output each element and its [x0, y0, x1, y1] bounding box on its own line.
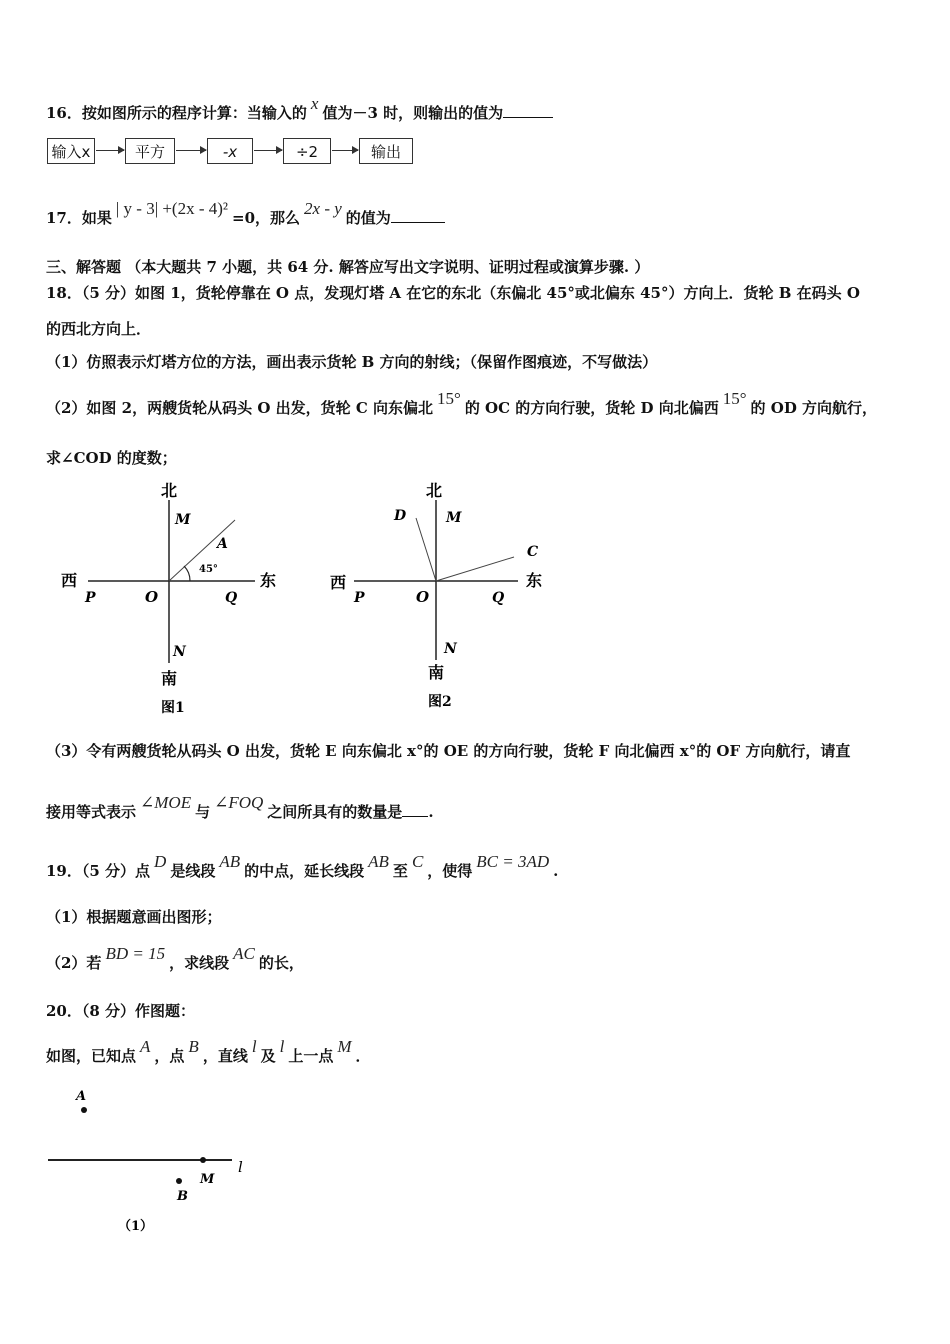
- q19-lead: 19．（5 分）点: [46, 862, 151, 880]
- fig1-label-p: P: [85, 590, 96, 606]
- q16-lead: 16．按如图所示的程序计算：当输入的: [46, 104, 307, 122]
- q16-answer-blank: [503, 116, 553, 118]
- q20-fig-label-b: B: [177, 1189, 188, 1204]
- q17-mid: =0，那么: [232, 209, 301, 227]
- fig2-label-q: Q: [492, 590, 505, 606]
- fig2-label-west: 西: [330, 573, 347, 592]
- q20-t2: ，点: [154, 1047, 185, 1065]
- figure-2: [320, 478, 560, 718]
- q20-fig-point-b: [176, 1178, 182, 1184]
- q18-deg-15-a: 15°: [437, 389, 461, 408]
- fig2-ray-od: [416, 518, 436, 581]
- q19-end: .: [553, 862, 559, 880]
- section-3-heading: 三、解答题 （本大题共 7 小题，共 64 分. 解答应写出文字说明、证明过程或演算步骤. ）: [46, 258, 650, 276]
- q20-line-l-2: l: [279, 1037, 285, 1056]
- q19-point-d: D: [154, 852, 167, 871]
- fig2-label-south: 南: [428, 663, 445, 682]
- flow-box-square: 平方: [125, 138, 175, 164]
- q20-fig-label-m: M: [200, 1172, 215, 1187]
- fig2-label-p: P: [354, 590, 365, 606]
- q20-end: ．: [355, 1047, 371, 1065]
- q18-answer-blank: [402, 815, 428, 817]
- q20-fig-label-l: l: [238, 1158, 243, 1176]
- q20-line-l: l: [251, 1037, 257, 1056]
- fig1-angle-arc: [184, 566, 190, 581]
- q19-t3: 至: [392, 862, 408, 880]
- q19-bd-value: BD = 15: [105, 944, 166, 963]
- fig2-label-o: O: [416, 588, 430, 606]
- q18-p3-end: .: [428, 803, 434, 821]
- q17-text: [46, 199, 445, 228]
- q20-point-m: M: [337, 1037, 352, 1056]
- flow-box-divide-2: ÷2: [283, 138, 331, 164]
- q18-part-1: （1）仿照表示灯塔方位的方法，画出表示货轮 B 方向的射线；（保留作图痕迹，不写做法）: [46, 353, 658, 371]
- q19-segment-ab: AB: [219, 852, 241, 871]
- q19-equation: BC = 3AD: [476, 852, 550, 871]
- q19-part-1: （1）根据题意画出图形；: [46, 908, 222, 926]
- flow-box-minus-x: -x: [207, 138, 253, 164]
- q20-t4: 及: [260, 1047, 276, 1065]
- q16-text: [46, 94, 553, 123]
- q17-expression-2x-y: 2x - y: [304, 199, 342, 218]
- q18-p3-c: 与: [195, 803, 211, 821]
- q17-tail: 的值为: [345, 209, 391, 227]
- q16-tail: 值为－3 时，则输出的值为: [322, 104, 504, 122]
- fig2-label-east: 东: [526, 571, 543, 590]
- q16-var-x: x: [310, 94, 319, 113]
- fig2-label-north: 北: [426, 481, 443, 500]
- q20-t3: ，直线: [202, 1047, 248, 1065]
- q18-part-3-line-2: [46, 793, 434, 822]
- q20-t1: 如图，已知点: [46, 1047, 137, 1065]
- fig2-caption: 图2: [428, 694, 452, 710]
- fig2-label-n: N: [444, 641, 457, 657]
- q20-point-a: A: [140, 1037, 151, 1056]
- flow-box-input: 输入x: [47, 138, 95, 164]
- fig2-ray-oc: [436, 557, 514, 581]
- q18-part-3-line-1: （3）令有两艘货轮从码头 O 出发，货轮 E 向东偏北 x°的 OE 的方向行驶，货轮 F 向北偏西 x°的 OF 方向航行，请直: [46, 742, 851, 760]
- flow-arrow: [176, 150, 206, 151]
- fig1-label-n: N: [173, 644, 186, 660]
- q19-segment-ac: AC: [233, 944, 255, 963]
- q19-point-c: C: [411, 852, 424, 871]
- q18-line-1: 18．（5 分）如图 1，货轮停靠在 O 点，发现灯塔 A 在它的东北（东偏北 45°或北偏东 45°）方向上．货轮 B 在码头 O: [46, 284, 860, 302]
- figure-1: [55, 478, 295, 718]
- q19-segment-ab-2: AB: [368, 852, 389, 871]
- q19-t1: 是线段: [170, 862, 216, 880]
- fig1-label-o: O: [145, 588, 159, 606]
- q20-fig-point-m: [200, 1157, 206, 1163]
- fig1-label-north: 北: [161, 481, 178, 500]
- fig2-label-m: M: [446, 510, 462, 526]
- q18-angle-foq: ∠FOQ: [214, 793, 264, 812]
- q20-text: [46, 1037, 371, 1066]
- q17-answer-blank: [391, 221, 445, 223]
- fig2-label-c: C: [527, 544, 539, 560]
- q20-figure: [40, 1080, 280, 1240]
- q18-p3-d: 之间所具有的数量是: [267, 803, 403, 821]
- fig1-label-q: Q: [225, 590, 238, 606]
- q17-expression: | y - 3| +(2x - 4)²: [115, 199, 229, 218]
- q18-p2-b: 的 OC 的方向行驶，货轮 D 向北偏西: [464, 399, 719, 417]
- fig1-caption: 图1: [161, 700, 185, 716]
- q18-part-2: [46, 389, 878, 418]
- flow-box-output: 输出: [359, 138, 413, 164]
- q19-part-2: [46, 944, 304, 973]
- q20-fig-label-a: A: [76, 1089, 87, 1104]
- q18-part-2-question: 求∠COD 的度数；: [46, 449, 177, 467]
- q18-p2-a: （2）如图 2，两艘货轮从码头 O 出发，货轮 C 向东偏北: [46, 399, 433, 417]
- q18-angle-moe: ∠MOE: [140, 793, 192, 812]
- q18-p3-b: 接用等式表示: [46, 803, 137, 821]
- q20-fig-point-a: [81, 1107, 87, 1113]
- q18-deg-15-b: 15°: [722, 389, 747, 408]
- fig1-label-m: M: [175, 512, 191, 528]
- fig1-label-east: 东: [260, 571, 277, 590]
- q19-t4: ，使得: [427, 862, 473, 880]
- q19-p2-b: ，求线段: [169, 954, 230, 972]
- q18-p2-c: 的 OD 方向航行，: [750, 399, 878, 417]
- fig2-label-d: D: [394, 508, 407, 524]
- flow-arrow: [332, 150, 358, 151]
- q19-p2-c: 的长，: [258, 954, 304, 972]
- fig1-label-west: 西: [61, 571, 78, 590]
- fig1-label-45: 45°: [199, 564, 218, 575]
- q17-lead: 17．如果: [46, 209, 112, 227]
- q20-t5: 上一点: [288, 1047, 334, 1065]
- flow-arrow: [96, 150, 124, 151]
- q20-heading: 20．（8 分）作图题：: [46, 1002, 196, 1020]
- q19-t2: 的中点，延长线段: [244, 862, 365, 880]
- fig1-label-south: 南: [161, 669, 178, 688]
- q19-text: [46, 852, 559, 881]
- fig1-label-a: A: [217, 536, 228, 552]
- q19-p2-a: （2）若: [46, 954, 102, 972]
- flow-arrow: [254, 150, 282, 151]
- q20-point-b: B: [188, 1037, 199, 1056]
- q20-fig-caption: （1）: [118, 1219, 154, 1234]
- q18-line-2: 的西北方向上．: [46, 320, 152, 338]
